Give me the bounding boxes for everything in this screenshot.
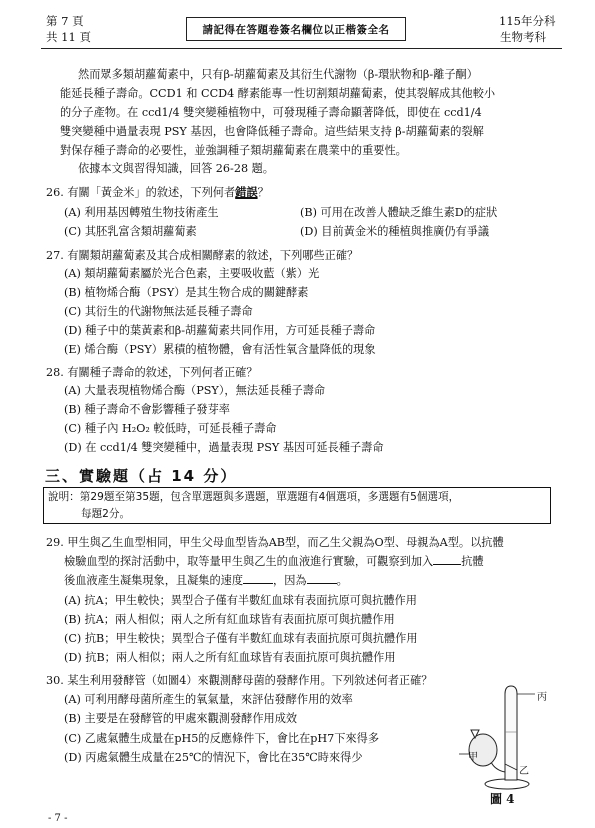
question-29-line2 (64, 554, 484, 569)
q29-option-a[interactable]: (A) 抗A；甲生較快；異型合子僅有半數紅血球有表面抗原可與抗體作用 (64, 594, 417, 607)
q26-stem-suffix: ？ (257, 186, 269, 199)
q29-option-c[interactable]: (C) 抗B；甲生較快；異型合子僅有半數紅血球有表面抗原可與抗體作用 (64, 632, 418, 645)
q29-line3-prefix: 後血液產生凝集現象，且凝集的速度 (64, 574, 244, 587)
q28-option-d[interactable]: (D) 在 ccd1/4 雙突變種中，過量表現 PSY 基因可延長種子壽命 (64, 441, 384, 454)
q29-line3-suffix: 。 (336, 574, 348, 587)
q30-option-c[interactable]: (C) 乙處氣體生成量在pH5的反應條件下，會比在pH7下來得多 (64, 732, 380, 745)
fermentation-tube-figure (455, 672, 565, 797)
question-26-stem (46, 185, 269, 200)
q29-line2-suffix: 抗體 (461, 555, 484, 568)
q28-option-a[interactable]: (A) 大量表現植物烯合酶（PSY），無法延長種子壽命 (64, 384, 326, 397)
q29-option-b[interactable]: (B) 抗A；兩人相似；兩人之所有紅血球皆有表面抗原可與抗體作用 (64, 613, 395, 626)
q27-option-e[interactable]: (E) 烯合酶（PSY）累積的植物體，會有活性氧含量降低的現象 (64, 343, 376, 356)
total-pages-label: 共 11 頁 (46, 30, 91, 44)
section-title: 三、實驗題（占 14 分） (45, 467, 238, 485)
section-note-line2: 每題2分。 (81, 508, 131, 520)
page-number: - 7 - (48, 813, 68, 824)
exam-year: 115年分科 (499, 14, 556, 28)
q26-option-d[interactable]: (D) 目前黃金米的種植與推廣仍有爭議 (300, 225, 490, 238)
section-instructions-box (43, 487, 551, 524)
q26-stem-prefix: 26. 有關「黃金米」的敘述，下列何者 (46, 186, 236, 199)
passage-line: 雙突變種中過量表現 PSY 基因，也會降低種子壽命。這些結果支持 β-胡蘿蔔素的裂解 (60, 125, 484, 138)
q27-option-a[interactable]: (A) 類胡蘿蔔素屬於光合色素，主要吸收藍（紫）光 (64, 267, 320, 280)
question-27-stem: 27. 有關類胡蘿蔔素及其合成相關酵素的敘述，下列哪些正確？ (46, 249, 359, 262)
q27-option-b[interactable]: (B) 植物烯合酶（PSY）是其生物合成的關鍵酵素 (64, 286, 309, 299)
q29-blank-reason[interactable] (307, 573, 337, 584)
tube-neck (491, 762, 505, 772)
q28-option-b[interactable]: (B) 種子壽命不會影響種子發芽率 (64, 403, 230, 416)
label-yi: 乙 (519, 766, 529, 777)
question-29-line3 (64, 573, 348, 588)
signature-notice: 請記得在答題卷簽名欄位以正楷簽全名 (186, 17, 406, 41)
passage-line: 的分子產物。在 ccd1/4 雙突變種植物中，可發現種子壽命顯著降低，即使在 ccd1/4 (60, 106, 482, 119)
q30-option-b[interactable]: (B) 主要是在發酵管的甲處來觀測發酵作用成效 (64, 712, 298, 725)
q30-option-d[interactable]: (D) 丙處氣體生成量在25℃的情況下，會比在35℃時來得少 (64, 751, 363, 764)
passage-instruction: 依據本文與習得知識，回答 26-28 題。 (78, 162, 274, 175)
section-note-line1: 說明：第29題至第35題，包含單選題與多選題，單選題有4個選項，多選題有5個選項， (48, 491, 460, 503)
page-label: 第 7 頁 (46, 14, 84, 28)
q26-stem-emphasis: 錯誤 (235, 185, 258, 199)
passage-line: 能延長種子壽命。CCD1 和 CCD4 酵素能專一性切割類胡蘿蔔素，使其裂解成其他較小 (60, 87, 496, 100)
q30-option-a[interactable]: (A) 可利用酵母菌所產生的氧氣量，來評估發酵作用的效率 (64, 693, 353, 706)
q27-option-d[interactable]: (D) 種子中的葉黃素和β-胡蘿蔔素共同作用，方可延長種子壽命 (64, 324, 376, 337)
passage-line: 然而眾多類胡蘿蔔素中，只有β-胡蘿蔔素及其衍生代謝物（β-環狀物和β-離子酮） (78, 68, 478, 81)
question-29-line1: 29. 甲生與乙生血型相同，甲生父母血型皆為AB型，而乙生父親為O型、母親為A型。以抗體 (46, 536, 504, 549)
exam-subject: 生物考科 (500, 30, 546, 44)
q29-line2-prefix: 檢驗血型的探討活動中，取等量甲生與乙生的血液進行實驗，可觀察到加入 (64, 555, 434, 568)
q29-option-d[interactable]: (D) 抗B；兩人相似；兩人之所有紅血球皆有表面抗原可與抗體作用 (64, 651, 396, 664)
label-bing: 丙 (537, 692, 547, 703)
question-28-stem: 28. 有關種子壽命的敘述，下列何者正確？ (46, 366, 258, 379)
figure-caption: 圖 4 (490, 792, 515, 806)
q29-line3-mid: ，因為 (273, 574, 307, 587)
q26-option-b[interactable]: (B) 可用在改善人體缺乏維生素D的症狀 (300, 206, 498, 219)
question-30-stem: 30. 某生利用發酵管（如圖4）來觀測酵母菌的發酵作用。下列敘述何者正確？ (46, 674, 433, 687)
passage-line: 對保存種子壽命的必要性，並強調種子類胡蘿蔔素在農業中的重要性。 (60, 144, 407, 157)
q29-blank-speed[interactable] (243, 573, 273, 584)
label-jia: 甲 (468, 752, 478, 763)
q26-option-a[interactable]: (A) 利用基因轉殖生物技術產生 (64, 206, 219, 219)
q29-blank-antibody[interactable] (433, 554, 461, 565)
q28-option-c[interactable]: (C) 種子內 H₂O₂ 較低時，可延長種子壽命 (64, 422, 277, 435)
q26-option-c[interactable]: (C) 其胚乳富含類胡蘿蔔素 (64, 225, 197, 238)
q27-option-c[interactable]: (C) 其衍生的代謝物無法延長種子壽命 (64, 305, 253, 318)
header-divider (41, 48, 562, 49)
closed-tube-arm (505, 686, 517, 780)
